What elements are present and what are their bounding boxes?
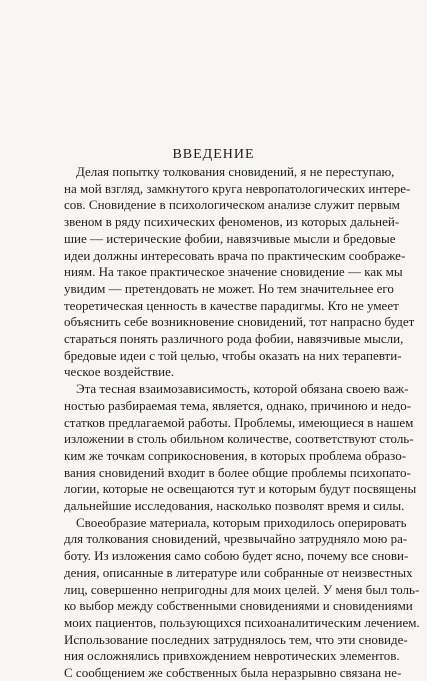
text-line: ния осложнялись привхождением невротических элементов. — [64, 648, 400, 664]
text-line: ко выбор между собственными сновидениями и сновидениями — [64, 598, 413, 614]
text-line: боту. Из изложения само собою будет ясно, почему все снови- — [64, 548, 409, 564]
text-line: стараться понять различного рода фобии, навязчивые мысли, — [64, 331, 404, 346]
text-line: дальнейшие исследования, насколько позволят время и силы. — [64, 498, 405, 513]
text-line: вания сновидений входит в более общие проблемы психопато- — [64, 464, 411, 480]
text-line: теоретическая ценность в качестве парадигмы. Кто не умеет — [64, 297, 399, 313]
text-line: Использование последних затруднялось тем, что эти сновиде- — [64, 631, 408, 647]
text-line: Своеобразие материала, которым приходилось оперировать — [76, 514, 407, 530]
text-line: дения, описанные в литературе или собранные от неизвестных — [64, 564, 413, 580]
text-line: сов. Сновидение в психологическом анализе служит первым — [64, 197, 400, 213]
text-line: ким же точкам соприкосновения, в которых проблема образо- — [64, 447, 407, 463]
text-line: на мой взгляд, замкнутого круга невропатологических интере- — [64, 180, 411, 196]
text-line: увидим — претендовать не может. Но тем значительнее его — [64, 280, 394, 296]
text-line: статков предлагаемой работы. Проблемы, имеющиеся в нашем — [64, 414, 414, 430]
text-line: С сообщением же собственных была неразрывно связана не- — [64, 665, 402, 680]
text-line: Делая попытку толкования сновидений, я не переступаю, — [76, 164, 395, 179]
text-line: изложении в столь обильном количестве, соответствуют столь- — [64, 431, 414, 447]
text-line: ностью разбираемая тема, является, однако, причиною и недо- — [64, 397, 412, 413]
text-line: идеи должны интересовать врача по практическим соображе- — [64, 247, 406, 263]
text-line: Эта тесная взаимозависимость, которой обязана своею важ- — [76, 381, 409, 397]
text-line: объяснить себе возникновение сновидений, тот напрасно будет — [64, 314, 415, 330]
text-line: лиц, совершенно непригодны для моих целей. У меня был толь- — [64, 581, 420, 597]
text-line: бредовые идеи с той целью, чтобы оказать на них терапевти- — [64, 347, 402, 363]
text-line: логии, которые не освещаются тут и которым будут посвящены — [64, 481, 417, 497]
text-line: звеном в ряду психических феноменов, из которых дальней- — [64, 214, 400, 230]
text-line: ческое воздействие. — [64, 364, 175, 380]
text-line: для толкования сновидений, чрезвычайно затрудняло мою ра- — [64, 531, 408, 547]
chapter-heading: ВВЕДЕНИЕ — [172, 147, 255, 162]
text-line: ниям. На такое практическое значение сновидение — как мы — [64, 264, 403, 280]
text-line: шие — истерические фобии, навязчивые мысли и бредовые — [64, 230, 396, 246]
text-line: моих пациентов, пользующихся психоаналитическим лечением. — [64, 614, 420, 630]
